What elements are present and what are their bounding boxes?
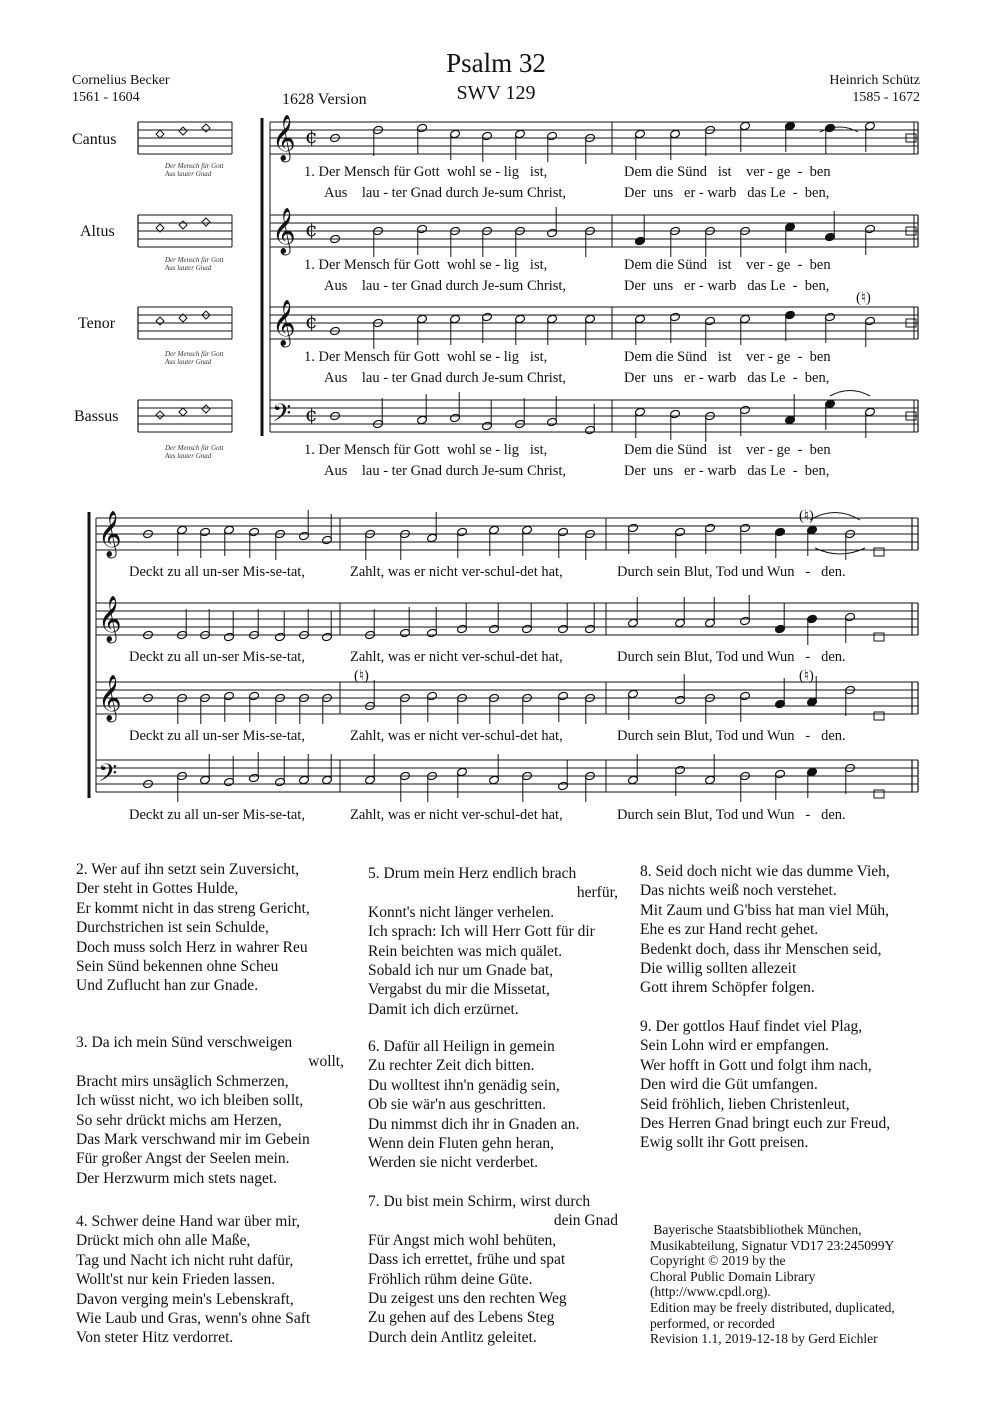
breve-note xyxy=(874,548,884,556)
verse-line: Durch dein Antlitz geleitet. xyxy=(368,1328,537,1346)
verse-line: Seid fröhlich, lieben Christenleut, xyxy=(640,1095,850,1113)
verse-line: Wie Laub und Gras, wenn's ohne Saft xyxy=(76,1310,311,1328)
lyric-s2-bassus-c: Durch sein Blut, Tod und Wun - den. xyxy=(617,807,846,823)
lyric-s2-bassus-a: Deckt zu all un-ser Mis-se-tat, xyxy=(129,807,305,823)
poet-dates: 1561 - 1604 xyxy=(72,90,140,105)
verse-stanza-2 xyxy=(76,860,344,996)
verse-line: Das nichts weiß noch verstehet. xyxy=(640,882,837,900)
incipit-note xyxy=(202,124,210,132)
voice-label-cantus: Cantus xyxy=(72,131,117,148)
verse-line: Sobald ich nur um Gnade bat, xyxy=(368,962,554,980)
treble-clef-icon: 𝄞 xyxy=(98,675,122,721)
editorial-natural-mark: (♮) xyxy=(799,668,814,684)
verse-line: Wenn dein Fluten gehn heran, xyxy=(368,1135,554,1153)
incipit-text-bassus: Der Mensch für Gott Aus lauter Gnad xyxy=(165,444,224,460)
verse-stanza-6 xyxy=(368,1037,618,1173)
lyric-s1-bassus-2b: Der uns er - warb das Le - ben, xyxy=(624,463,830,479)
lyric-s2-bassus-b: Zahlt, was er nicht ver-schul-det hat, xyxy=(350,807,563,823)
verse-line: Er kommt nicht in das streng Gericht, xyxy=(76,899,310,917)
verse-stanza-8 xyxy=(640,862,930,998)
verse-line: Du wolltest ihn'n genädig sein, xyxy=(368,1076,560,1094)
lyric-s1-tenor-1: 1. Der Mensch für Gott wohl se - lig ist, xyxy=(304,349,548,365)
verse-line: herfür, xyxy=(576,884,618,902)
verse-line: Für großer Angst der Seelen mein. xyxy=(76,1150,290,1168)
page-subtitle: SWV 129 xyxy=(456,82,536,104)
verse-line: Fröhlich rühm deine Güte. xyxy=(368,1270,533,1288)
bass-clef-icon: 𝄢 xyxy=(98,759,118,794)
verse-line: Ich sprach: Ich will Herr Gott für dir xyxy=(368,923,595,941)
voice-label-altus: Altus xyxy=(80,223,115,240)
verse-line: Wollt'st nur kein Frieden lassen. xyxy=(76,1271,276,1289)
verse-line: Die willig sollten allezeit xyxy=(640,960,797,978)
verse-line: Und Zuflucht han zur Gnade. xyxy=(76,977,259,995)
verse-line: Den wird die Güt umfangen. xyxy=(640,1076,818,1094)
verse-line: 9. Der gottlos Hauf findet viel Plag, xyxy=(640,1018,863,1035)
breve-note xyxy=(874,790,884,798)
verse-line: 8. Seid doch nicht wie das dumme Vieh, xyxy=(640,863,890,880)
verse-line: Bedenkt doch, dass ihr Menschen seid, xyxy=(640,940,882,958)
lyric-s1-bassus-2: Aus lau - ter Gnad durch Je-sum Christ, xyxy=(324,463,567,479)
lyric-s2-cantus-c: Durch sein Blut, Tod und Wun - den. xyxy=(617,564,846,580)
lyric-s2-cantus-b: Zahlt, was er nicht ver-schul-det hat, xyxy=(350,564,563,580)
verse-line: Ich wüsst nicht, wo ich bleiben sollt, xyxy=(76,1092,304,1110)
lyric-s2-altus-b: Zahlt, was er nicht ver-schul-det hat, xyxy=(350,649,563,665)
verse-line: 2. Wer auf ihn setzt sein Zuversicht, xyxy=(76,861,300,878)
verse-line: Sein Lohn wird er empfangen. xyxy=(640,1037,829,1055)
incipit-note xyxy=(179,221,187,229)
verse-line: 7. Du bist mein Schirm, wirst durch xyxy=(368,1193,591,1210)
lyric-s2-tenor-b: Zahlt, was er nicht ver-schul-det hat, xyxy=(350,728,563,744)
lyric-s1-altus-1b: Dem die Sünd ist ver - ge - ben xyxy=(624,257,831,273)
lyric-s1-cantus-2b: Der uns er - warb das Le - ben, xyxy=(624,185,830,201)
verse-line: Durchstrichen ist sein Schulde, xyxy=(76,919,269,937)
verse-line: 3. Da ich mein Sünd verschweigen xyxy=(76,1034,293,1051)
lyric-s1-bassus-1: 1. Der Mensch für Gott wohl se - lig ist, xyxy=(304,442,548,458)
lyric-s2-altus-a: Deckt zu all un-ser Mis-se-tat, xyxy=(129,649,305,665)
lyric-s1-altus-1: 1. Der Mensch für Gott wohl se - lig ist, xyxy=(304,257,548,273)
lyric-s1-cantus-1b: Dem die Sünd ist ver - ge - ben xyxy=(624,164,831,180)
verse-line: Doch muss solch Herz in wahrer Reu xyxy=(76,938,308,956)
lyric-s1-altus-2b: Der uns er - warb das Le - ben, xyxy=(624,278,830,294)
verse-line: Ob sie wär'n aus geschritten. xyxy=(368,1096,546,1114)
composer-dates: 1585 - 1672 xyxy=(852,90,920,105)
verse-line: Der Herzwurm mich stets naget. xyxy=(76,1169,278,1187)
verse-stanza-9 xyxy=(640,1017,930,1153)
treble-clef-icon: 𝄞 xyxy=(98,511,122,557)
treble-clef-icon: 𝄞 xyxy=(98,596,122,642)
lyric-s2-cantus-a: Deckt zu all un-ser Mis-se-tat, xyxy=(129,564,305,580)
verse-stanza-3 xyxy=(76,1033,344,1188)
editorial-natural-mark: (♮) xyxy=(856,290,871,306)
treble-clef-icon: 𝄞 xyxy=(272,300,296,346)
verse-line: Gott ihrem Schöpfer folgen. xyxy=(640,979,815,997)
slur-icon xyxy=(810,513,860,521)
verse-line: Ehe es zur Hand recht gehet. xyxy=(640,921,819,939)
cut-time-icon: ¢ xyxy=(305,217,318,241)
verse-line: Davon verging mein's Lebenskraft, xyxy=(76,1290,294,1308)
verse-line: 4. Schwer deine Hand war über mir, xyxy=(76,1213,301,1230)
cut-time-icon: ¢ xyxy=(305,309,318,333)
verse-line: Ewig sollt ihr Gott preisen. xyxy=(640,1134,809,1152)
verse-line: Damit ich dich erzürnet. xyxy=(368,1000,519,1018)
verse-line: Du zeigest uns den rechten Weg xyxy=(368,1290,567,1308)
lyric-s1-bassus-1b: Dem die Sünd ist ver - ge - ben xyxy=(624,442,831,458)
verse-line: Konnt's nicht länger verhelen. xyxy=(368,903,555,921)
verse-stanza-5 xyxy=(368,864,618,1019)
verse-line: Du nimmst dich ihr in Gnaden an. xyxy=(368,1115,580,1133)
verse-line: wollt, xyxy=(308,1053,344,1071)
verse-line: Sein Sünd bekennen ohne Scheu xyxy=(76,958,279,976)
verse-line: Zu gehen auf des Lebens Steg xyxy=(368,1309,555,1327)
incipit-text-altus: Der Mensch für Gott Aus lauter Gnad xyxy=(165,256,224,272)
verse-line: Bracht mirs unsäglich Schmerzen, xyxy=(76,1072,289,1090)
verse-stanza-7 xyxy=(368,1192,618,1347)
incipit-note xyxy=(156,130,164,138)
verse-line: dein Gnad xyxy=(553,1212,618,1230)
incipit-note xyxy=(156,317,164,325)
incipit-note xyxy=(179,127,187,135)
cut-time-icon: ¢ xyxy=(305,402,318,426)
editorial-natural-mark: (♮) xyxy=(354,668,369,684)
incipit-note xyxy=(202,218,210,226)
editorial-natural-mark: (♮) xyxy=(799,508,814,524)
lyric-s1-altus-2: Aus lau - ter Gnad durch Je-sum Christ, xyxy=(324,278,567,294)
incipit-note xyxy=(179,408,187,416)
verse-line: Vergabst du mir die Missetat, xyxy=(368,981,550,999)
verse-line: Der steht in Gottes Hulde, xyxy=(76,880,239,898)
verse-line: Des Herren Gnad bringt euch zur Freud, xyxy=(640,1115,891,1133)
incipit-note xyxy=(156,411,164,419)
slur-icon xyxy=(830,391,870,397)
lyric-s1-cantus-1: 1. Der Mensch für Gott wohl se - lig ist, xyxy=(304,164,548,180)
lyric-s1-tenor-2: Aus lau - ter Gnad durch Je-sum Christ, xyxy=(324,370,567,386)
verse-line: Für Angst mich wohl behüten, xyxy=(368,1231,557,1249)
voice-label-bassus: Bassus xyxy=(74,408,119,425)
verse-line: Werden sie nicht verderbet. xyxy=(368,1154,539,1172)
verse-line: Rein beichten was mich quälet. xyxy=(368,942,563,960)
lyric-s1-tenor-2b: Der uns er - warb das Le - ben, xyxy=(624,370,830,386)
slur-icon xyxy=(815,548,865,554)
lyric-s2-tenor-a: Deckt zu all un-ser Mis-se-tat, xyxy=(129,728,305,744)
composer-name: Heinrich Schütz xyxy=(829,73,920,88)
lyric-s2-altus-c: Durch sein Blut, Tod und Wun - den. xyxy=(617,649,846,665)
incipit-note xyxy=(202,405,210,413)
verse-line: So sehr drückt michs am Herzen, xyxy=(76,1111,282,1129)
treble-clef-icon: 𝄞 xyxy=(272,208,296,254)
incipit-text-tenor: Der Mensch für Gott Aus lauter Gnad xyxy=(165,350,224,366)
verse-line: 6. Dafür all Heilign in gemein xyxy=(368,1038,555,1055)
voice-label-tenor: Tenor xyxy=(78,315,116,332)
lyric-s2-tenor-c: Durch sein Blut, Tod und Wun - den. xyxy=(617,728,846,744)
lyric-s1-cantus-2: Aus lau - ter Gnad durch Je-sum Christ, xyxy=(324,185,567,201)
verse-line: 5. Drum mein Herz endlich brach xyxy=(368,865,577,882)
poet-name: Cornelius Becker xyxy=(72,73,170,88)
verse-line: Drückt mich ohn alle Maße, xyxy=(76,1232,251,1250)
cut-time-icon: ¢ xyxy=(305,124,318,148)
incipit-text-cantus: Der Mensch für Gott Aus lauter Gnad xyxy=(165,162,224,178)
verse-line: Mit Zaum und G'biss hat man viel Müh, xyxy=(640,901,890,919)
lyric-s1-tenor-1b: Dem die Sünd ist ver - ge - ben xyxy=(624,349,831,365)
treble-clef-icon: 𝄞 xyxy=(272,115,296,161)
verse-line: Dass ich errettet, frühe und spat xyxy=(368,1251,566,1269)
breve-note xyxy=(874,633,884,641)
verse-line: Tag und Nacht ich nicht ruht dafür, xyxy=(76,1251,294,1269)
verse-line: Wer hofft in Gott und folgt ihm nach, xyxy=(640,1056,872,1074)
breve-note xyxy=(874,712,884,720)
verse-stanza-4 xyxy=(76,1212,344,1348)
verse-line: Von steter Hitz verdorret. xyxy=(76,1329,234,1347)
verse-line: Zu rechter Zeit dich bitten. xyxy=(368,1057,535,1075)
version-label: 1628 Version xyxy=(282,91,367,108)
bass-clef-icon: 𝄢 xyxy=(272,399,292,434)
page-title: Psalm 32 xyxy=(446,48,546,78)
copyright-footer: Bayerische Staatsbibliothek München, Musikabteilung, Signatur VD17 23:245099Y Copyright © 2019 by the Choral Public Domain Library (http://www.cpdl.org). Edition may be freely distributed, duplicated, performed, or recorded Revision 1.1, 2019-12-18 by Gerd Eichler xyxy=(650,1222,895,1347)
verse-line: Das Mark verschwand mir im Gebein xyxy=(76,1131,310,1149)
